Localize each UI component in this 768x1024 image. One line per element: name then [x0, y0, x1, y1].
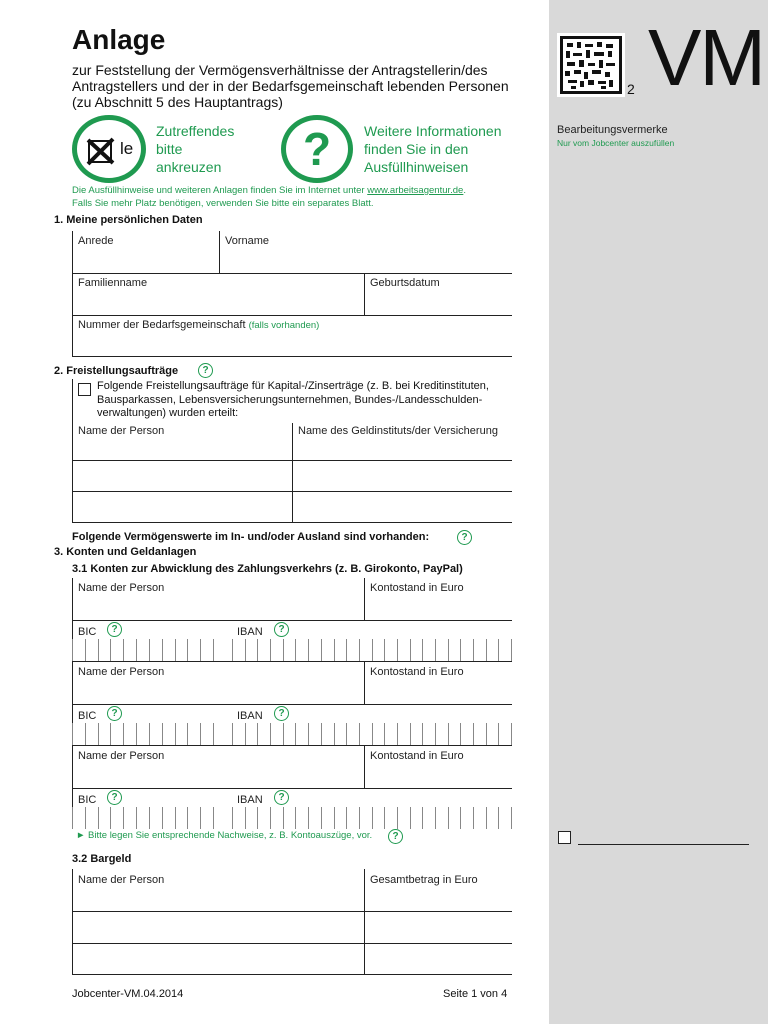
- help-icon[interactable]: ?: [198, 363, 213, 378]
- text-line: Bausparkassen, Lebensversicherungsunternehmen, Bundes-/Landesschulden-: [97, 393, 483, 406]
- section-2-border: [72, 379, 73, 523]
- page-subtitle: [72, 62, 509, 110]
- divider: [72, 356, 512, 357]
- check-legend-word: le: [120, 139, 134, 158]
- footer-form-code: Jobcenter-VM.04.2014: [72, 988, 184, 1000]
- form-number: 2: [627, 81, 635, 97]
- info-legend-icon: [281, 115, 353, 183]
- legend-line: bitte: [156, 141, 183, 157]
- bic-input[interactable]: [72, 639, 214, 661]
- office-check-checkbox[interactable]: [558, 831, 571, 844]
- divider: [72, 315, 512, 316]
- cash-name-header: Name der Person: [78, 874, 165, 886]
- account-balance-field[interactable]: Kontostand in Euro: [370, 750, 464, 762]
- iban-input[interactable]: [232, 723, 512, 745]
- section-3-heading: 3. Konten und Geldanlagen: [54, 546, 197, 558]
- divider: [72, 620, 512, 621]
- iban-input[interactable]: [232, 807, 512, 829]
- bic-label: BIC: [78, 626, 97, 638]
- bic-label: BIC: [78, 794, 97, 806]
- geburtsdatum-field[interactable]: Geburtsdatum: [370, 277, 440, 289]
- table-row[interactable]: [72, 974, 512, 975]
- subtitle-line: zur Feststellung der Vermögensverhältnisse der Antragstellerin/des: [72, 62, 488, 78]
- instructions-line-1: [72, 184, 466, 197]
- vorname-field[interactable]: Vorname: [225, 235, 270, 247]
- proof-note: ► Bitte legen Sie entsprechende Nachweise, z. B. Kontoauszüge, vor.: [76, 830, 373, 841]
- section-3-2-heading: 3.2 Bargeld: [72, 853, 132, 865]
- instructions-line-2: Falls Sie mehr Platz benötigen, verwenden Sie bitte ein separates Blatt.: [72, 198, 374, 209]
- help-icon[interactable]: ?: [274, 622, 289, 637]
- section-3-1-border: [72, 578, 73, 821]
- freistellung-text: [97, 380, 511, 421]
- table-row[interactable]: [72, 460, 512, 461]
- column-header-institut: Name des Geldinstituts/der Versicherung: [298, 425, 498, 437]
- iban-label: IBAN: [237, 710, 263, 722]
- divider: [364, 662, 365, 704]
- divider: [72, 788, 512, 789]
- divider: [219, 231, 220, 273]
- form-code: VM: [648, 13, 764, 102]
- table-row[interactable]: [72, 943, 512, 944]
- iban-label: IBAN: [237, 626, 263, 638]
- divider: [72, 273, 512, 274]
- divider: [72, 745, 512, 746]
- assets-intro: Folgende Vermögenswerte im In- und/oder Ausland sind vorhanden:: [72, 531, 430, 543]
- bic-input[interactable]: [72, 807, 214, 829]
- divider: [364, 273, 365, 315]
- section-1-border: [72, 231, 73, 357]
- account-name-field[interactable]: Name der Person: [78, 582, 165, 594]
- question-mark-glyph: ?: [302, 123, 332, 175]
- section-3-1-heading: 3.1 Konten zur Abwicklung des Zahlungsverkehrs (z. B. Girokonto, PayPal): [72, 563, 463, 575]
- divider: [292, 423, 293, 523]
- legend-line: ankreuzen: [156, 159, 222, 175]
- divider: [364, 746, 365, 788]
- section-2-heading: 2. Freistellungsaufträge: [54, 365, 179, 377]
- legend-line: Weitere Informationen: [364, 123, 502, 139]
- bg-number-field[interactable]: [78, 319, 319, 331]
- subtitle-line: Antragstellers und der in der Bedarfsgemeinschaft lebenden Personen: [72, 78, 509, 94]
- text-line: verwaltungen) wurden erteilt:: [97, 407, 239, 419]
- text-line: Folgende Freistellungsaufträge für Kapital-/Zinserträge (z. B. bei Kreditinstituten,: [97, 380, 489, 392]
- section-1-heading: 1. Meine persönlichen Daten: [54, 214, 203, 226]
- divider: [72, 661, 512, 662]
- instructions-note: [72, 184, 466, 210]
- note-prefix: Die Ausfüllhinweise und weiteren Anlagen finden Sie im Internet unter: [72, 185, 368, 196]
- account-balance-field[interactable]: Kontostand in Euro: [370, 582, 464, 594]
- qr-code-icon: [557, 33, 625, 97]
- help-icon[interactable]: ?: [274, 790, 289, 805]
- office-signature-line[interactable]: [578, 844, 749, 845]
- help-icon[interactable]: ?: [388, 829, 403, 844]
- table-row[interactable]: [72, 522, 512, 523]
- freistellung-checkbox[interactable]: [78, 383, 91, 396]
- account-name-field[interactable]: Name der Person: [78, 666, 165, 678]
- bg-number-hint: (falls vorhanden): [248, 320, 320, 331]
- legend-line: Ausfüllhinweisen: [364, 159, 469, 175]
- help-icon[interactable]: ?: [274, 706, 289, 721]
- anrede-field[interactable]: Anrede: [78, 235, 114, 247]
- divider: [364, 578, 365, 620]
- office-use-sidebar: [549, 0, 768, 1024]
- sidebar-subtitle: Nur vom Jobcenter auszufüllen: [557, 138, 675, 148]
- check-legend-text: [156, 122, 234, 176]
- table-row[interactable]: [72, 911, 512, 912]
- column-header-person: Name der Person: [78, 425, 165, 437]
- info-legend-text: [364, 122, 501, 176]
- subtitle-line: (zu Abschnitt 5 des Hauptantrags): [72, 94, 283, 110]
- cash-total-header: Gesamtbetrag in Euro: [370, 874, 478, 886]
- table-row[interactable]: [72, 491, 512, 492]
- legend-line: finden Sie in den: [364, 141, 469, 157]
- bg-number-label: Nummer der Bedarfsgemeinschaft: [78, 319, 246, 331]
- bic-label: BIC: [78, 710, 97, 722]
- sidebar-title: Bearbeitungsvermerke: [557, 124, 668, 136]
- iban-label: IBAN: [237, 794, 263, 806]
- note-suffix: .: [463, 185, 466, 196]
- help-icon[interactable]: ?: [107, 790, 122, 805]
- familienname-field[interactable]: Familienname: [78, 277, 148, 289]
- help-icon[interactable]: ?: [107, 706, 122, 721]
- divider: [364, 869, 365, 974]
- account-name-field[interactable]: Name der Person: [78, 750, 165, 762]
- help-icon[interactable]: ?: [107, 622, 122, 637]
- footer-page-number: Seite 1 von 4: [443, 988, 508, 1000]
- help-icon[interactable]: ?: [457, 530, 472, 545]
- iban-input[interactable]: [232, 639, 512, 661]
- arbeitsagentur-link[interactable]: www.arbeitsagentur.de: [367, 185, 464, 196]
- section-3-2-border: [72, 869, 73, 974]
- legend-line: Zutreffendes: [156, 123, 235, 139]
- divider: [72, 704, 512, 705]
- account-balance-field[interactable]: Kontostand in Euro: [370, 666, 464, 678]
- crossed-box-icon: [86, 136, 120, 166]
- bic-input[interactable]: [72, 723, 214, 745]
- page-title: Anlage: [72, 24, 166, 55]
- check-legend-icon: [72, 115, 146, 183]
